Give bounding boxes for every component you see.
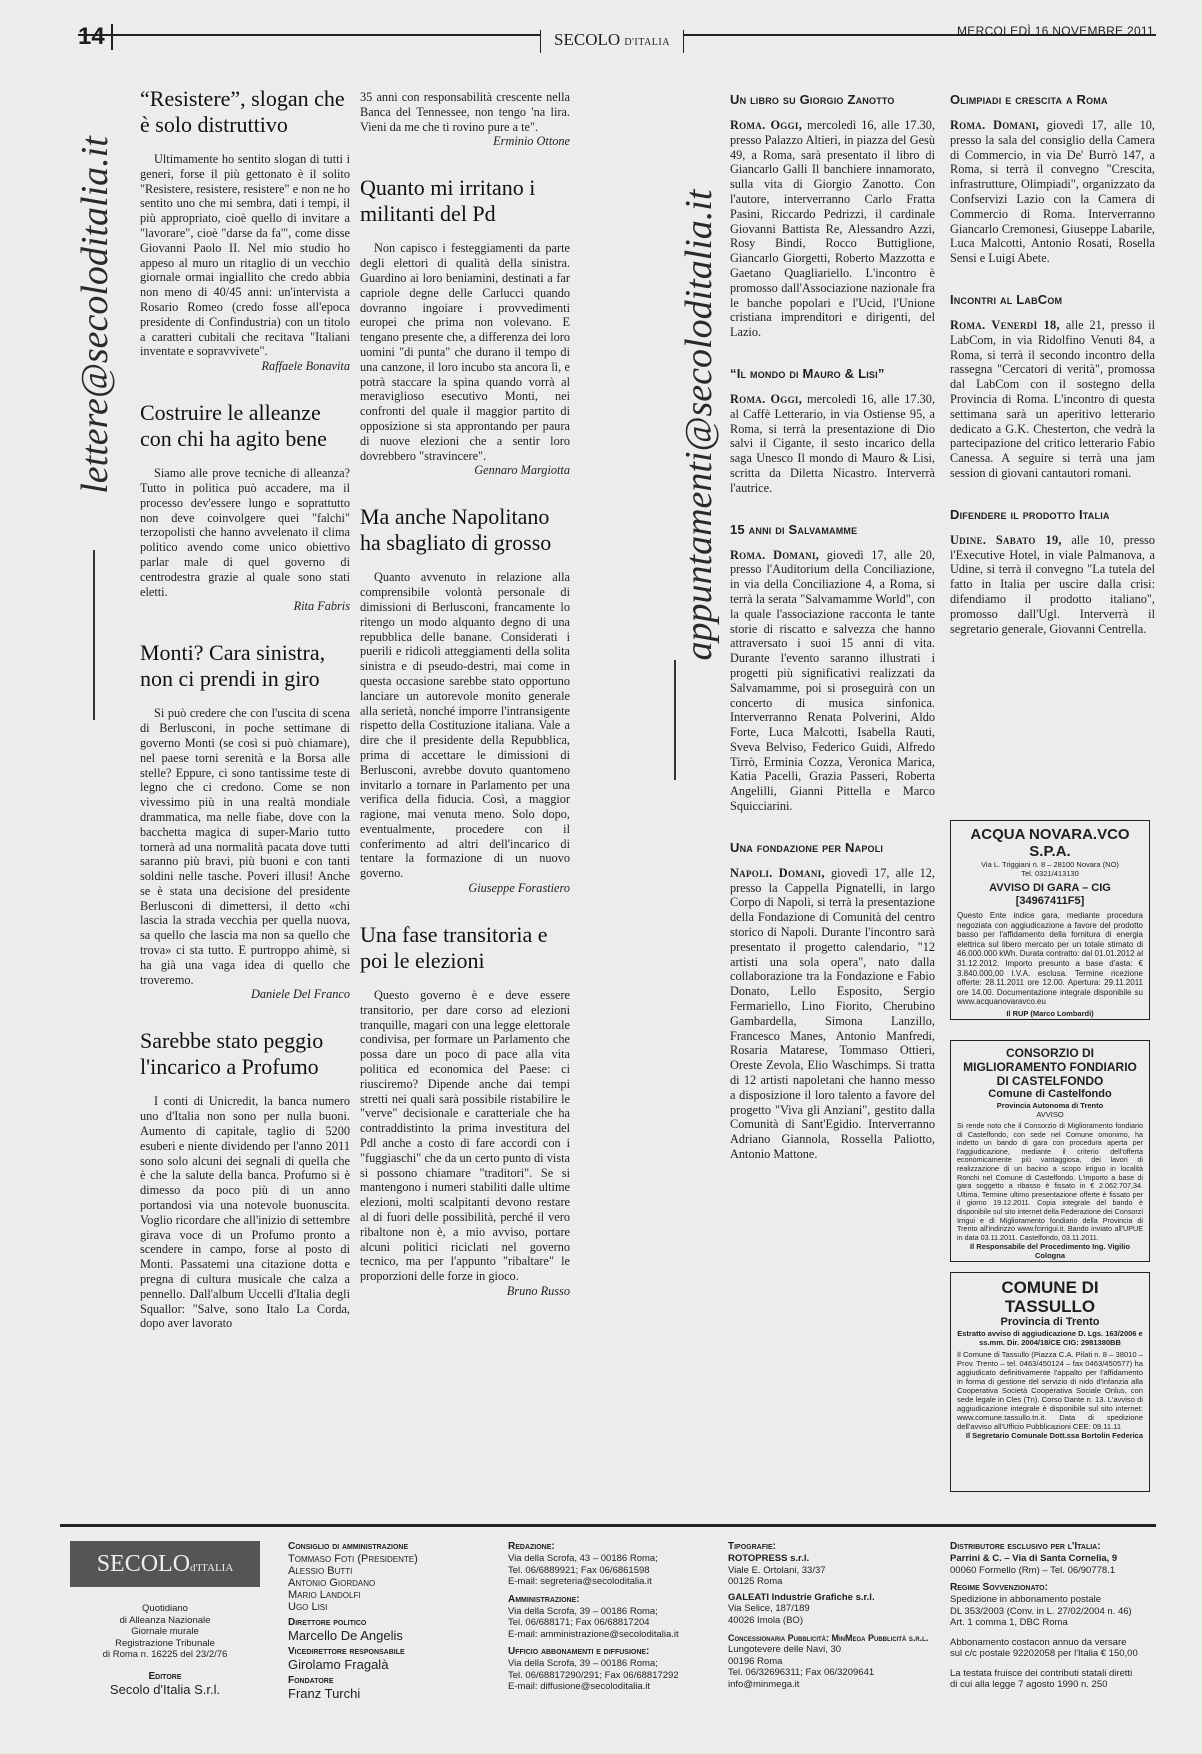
director: Marcello De Angelis	[288, 1628, 403, 1643]
board-member: Tommaso Foti (Presidente)	[288, 1553, 418, 1565]
regime-line: DL 353/2003 (Conv. in L. 27/02/2004 n. 46)	[950, 1605, 1132, 1617]
event-place: Roma.	[950, 118, 986, 132]
event-body: mercoledì 16, alle 17.30, al Caffè Letterario, in via Ostiense 95, a Roma, si terrà la presentazione di Dio salvi il Cigante, il sesto incarico della saga Unesco Il mondo di Mauro & Lisi, scritta da Diletta Nicastro. Interverrà l'autrice.	[730, 391, 936, 495]
letter-body: Ultimamente ho sentito slogan di tutti i generi, forse il più gettonato è il solito "Resistere, resistere, resistere" e non ne ho sentito uno che mi sembra, dati i tempi, il più appropriato, cioè quello di invitare a "lavorare", cioè "darse da fa'", come disse Giovanni Paolo II. Nel mio studio ho appeso al muro un ritaglio di un vecchio giornale ormai ingiallito che credo abbia non meno di 40/45 anni: un'intervista a Rosario Romeo (credo fosse all'epoca presidente di Confindustria) con un titolo a caratteri cubitali che recitava "Italiani inventate e sopravvivete".	[140, 152, 350, 359]
vicedirector: Girolamo Fragalà	[288, 1657, 389, 1672]
abbonamenti-line: E-mail: diffusione@secoloditalia.it	[508, 1681, 651, 1692]
tipografia-line: 00125 Roma	[728, 1576, 783, 1587]
event-item	[950, 507, 1155, 637]
publisher-label: Editore	[148, 1670, 182, 1682]
ad-tel: Tel. 0321/413130	[1021, 869, 1079, 878]
letters-column-left	[140, 86, 350, 1331]
regime-line: Art. 1 comma 1, DBC Roma	[950, 1617, 1068, 1628]
letter-body: Si può credere che con l'uscita di scena di Berlusconi, in poche settimane di governo Monti (se così si può chiamare), nel paese torni serenità e la Borsa alle stelle? Eppure, ci sono tantissime teste di legno che ci credono. Come se non vivessimo più in una realtà mondiale drammatica, ma nelle fiabe, dove con la bacchetta magica di super-Mario tutto tornerà ad una normalità pacata dove tutti saranno più bravi, più buoni e con tanti soldini nelle tasche. Poveri illusi! Anche se è stata una decisione del presidente Berlusconi di dimettersi, il detto «chi lascia la strada vecchia per quella nuova, sa quello che lascia ma non sa quello che trova» ci sta tutto. E purtroppo ahimè, si ha già una vaga idea di quello che troveremo.	[140, 706, 350, 987]
legal-ad-castelfondo	[950, 1040, 1150, 1262]
abbonamenti-label: Ufficio abbonamenti e diffusione:	[508, 1646, 650, 1657]
letters-email-vertical: lettere@secoloditalia.it	[74, 136, 116, 494]
letter-author: Raffaele Bonavita	[261, 359, 350, 374]
letter-article	[140, 640, 350, 1002]
event-item	[730, 840, 935, 1162]
tipografie-label: Tipografie:	[728, 1541, 776, 1552]
letter-author: Erminio Ottone	[493, 134, 570, 149]
event-when: Venerdì 18,	[991, 317, 1060, 332]
regime-label: Regime Sovvenzionato:	[950, 1582, 1048, 1593]
event-title: 15 anni di Salvamamme	[730, 521, 858, 537]
event-item	[730, 366, 935, 496]
amministrazione-line: Via della Scrofa, 39 – 00186 Roma;	[508, 1605, 658, 1617]
ad-subtitle: Provincia di Trento	[1000, 1316, 1100, 1328]
abbonamento-line: Abbonamento costacon annuo da versare	[950, 1636, 1127, 1648]
event-body: mercoledì 16, alle 17.30, presso Palazzo Altieri, in piazza del Gesù 49, a Roma, sarà presentato il libro di Giancarlo Galli Il banchiere innamorato, sulla vita di Giorgio Zanotto. Con l'autore, interverranno Carlo Fratta Pasini, Riccardo Pedrizzi, il cardinale Giovanni Battista Re, Alessandro Azzi, Rosy Bindi, Rocco Buttiglione, Giancarlo Giorgetti, Roberto Mazzotta e Gaetano Quagliariello. L'incontro è promosso dall'Associazione nazionale fra le banche popolari e l'Ucid, l'Unione cristiana imprenditori e dirigenti, del Lazio.	[730, 118, 936, 340]
distributore-line: Parrini & C. – Via di Santa Cornelia, 9	[950, 1553, 1118, 1564]
letter-article	[360, 175, 570, 478]
event-title: Una fondazione per Napoli	[730, 839, 884, 855]
abbonamenti-line: Via della Scrofa, 39 – 00186 Roma;	[508, 1658, 658, 1669]
event-text	[950, 318, 1155, 481]
event-title: Olimpiadi e crescita a Roma	[950, 92, 1108, 107]
distributore-label: Distributore esclusivo per l'Italia:	[950, 1541, 1101, 1552]
masthead	[540, 30, 684, 53]
event-item	[730, 522, 935, 814]
letter-author: Daniele Del Franco	[250, 987, 350, 1002]
tipografia-line: Viale E. Ortolani, 33/37	[728, 1564, 826, 1576]
tipografia-line: Via Selice, 187/189	[728, 1603, 810, 1614]
event-text	[730, 548, 935, 814]
event-title: Incontri al LabCom	[950, 291, 1063, 307]
letter-title: Una fase transitoria e poi le elezioni	[360, 922, 548, 974]
footer-logo-name: SECOLO	[96, 1551, 191, 1577]
registration-line: di Roma n. 16225 del 23/2/76	[102, 1649, 228, 1660]
director-label: Direttore politico	[288, 1617, 367, 1628]
event-text	[730, 866, 935, 1162]
event-when: Sabato 19,	[995, 532, 1062, 547]
event-when: Oggi,	[770, 118, 803, 132]
amministrazione-line: Tel. 06/688171; Fax 06/68817204	[508, 1617, 650, 1628]
distributore-line: 00060 Formello (Rm) – Tel. 06/90778.1	[950, 1564, 1116, 1576]
redazione-label: Redazione:	[508, 1541, 555, 1552]
event-when: Domani,	[993, 118, 1040, 132]
letter-body: Questo governo è e deve essere transitorio, per dare corso ad elezioni tranquille, magari con una legge elettorale condivisa, per formare un Parlamento che possa dare un poco di pace alla vita politica ed economica del Paese: ci riusciremo? Dipende anche dai tempi stretti nei quali sarà possibile ristabilire le "verve" decisionale e caratteriale che ha contraddistinto la prima investitura del Pdl anche a costo di fare accordi con i "fuggiaschi" che da un certo punto di vista si possono chiamare "traditori". Se si mantengono i numeri stabiliti dalle ultime elezioni, molti scalpitanti devono restare al di fuori delle possibilità, perché il vero ribaltone non è, a mio avviso, portare alcuni politici riciclati nel governo tecnico, ma per l'appunto "ribaltare" le proporzioni delle forze in gioco.	[360, 988, 570, 1284]
letters-vertical-rule	[93, 550, 95, 720]
event-body: giovedì 17, alle 12, presso la Cappella Pignatelli, in largo Corpo di Napoli, si terrà la presentazione della Fondazione di Comunità del centro storico di Napoli. Durante l'incontro sarà presentato il progetto calendario, "12 artisti una sola opera", nato dalla collaborazione tra la Fondazione e Fabio Donato, Lello Esposito, Sergio Fermariello, Lino Fiorito, Cherubino Gambardella, Simona Lanzillo, Francesco Manes, Antonio Manfredi, Rosaria Matarese, Tommaso Ottieri, Oreste Zevola, Elio Waschimps. Si tratta di 12 artisti napoletani che hanno messo a disposizione il loro talento a favore del progetto "Viva gli Anziani", gestito dalla Comunità di Sant'Egidio. Interverranno Adriano Giannola, Rossella Paliotto, Antonio Mattone.	[730, 865, 935, 1162]
footer-contacts	[508, 1541, 708, 1693]
footer-registration	[70, 1603, 260, 1697]
redazione-line: Via della Scrofa, 43 – 00186 Roma;	[508, 1553, 658, 1564]
publisher: Secolo d'Italia S.r.l.	[109, 1681, 221, 1697]
ad-subtitle: AVVISO DI GARA – CIG [34967411F5]	[989, 882, 1111, 907]
event-title: “Il mondo di Mauro & Lisi”	[730, 365, 885, 381]
redazione-line: E-mail: segreteria@secoloditalia.it	[508, 1576, 652, 1587]
ad-sign: Il Responsabile del Procedimento Ing. Vigilio Cologna	[970, 1242, 1130, 1261]
letter-body: I conti di Unicredit, la banca numero uno d'Italia non sono per nulla buoni. Aumento di capitale, taglio di 5200 esuberi e niente dividendo per l'anno 2011 sono solo alcuni dei segnali di quella che è che la salute della banca. Profumo si è dimesso da poco più di un anno portandosi via una notevole buonuscita. Voglio ricordare che all'inizio di settembre girava voce di un Profumo pronto a scendere in campo, forse al posto di Monti. Passatemi una citazione dotta e pregna di cultura musicale che calza a pennello. Dall'album Uccelli d'Italia degli Squallor: "Salve, sono Italo La Corda, dopo aver lavorato	[140, 1094, 350, 1331]
ad-title: CONSORZIO DI MIGLIORAMENTO FONDIARIO DI CASTELFONDO	[963, 1046, 1137, 1088]
footer-printing	[728, 1541, 938, 1690]
appointments-email-vertical: appuntamenti@secoloditalia.it	[678, 189, 720, 661]
ad-title: COMUNE DI TASSULLO	[1001, 1278, 1099, 1316]
letter-title: Ma anche Napolitano ha sbagliato di grosso	[360, 504, 552, 556]
ad-body: Il Comune di Tassullo (Piazza C.A. Pilati n. 8 – 38010 – Prov. Trento – tel. 0463/450124 – fax 0463/450577) ha aggiudicato definitivamente l'appalto per l'affidamento in forma di gestione del servizio di nido d'infanzia alla Cooperativa Società Cooperativa Sociale Onlus, con sede legale in Cles (Tn). Corso Dante n. 13. L'avviso di aggiudicazione integrale è disponibile sul sito internet: www.comune.tassullo.tn.it. Data di spedizione dell'avviso all'Ufficio Pubblicazioni CEE: 09.11.11	[957, 1350, 1143, 1431]
ad-subtitle2: Provincia Autonoma di Trento	[996, 1101, 1104, 1110]
issue-date: MERCOLEDÌ 16 NOVEMBRE 2011	[957, 24, 1154, 38]
masthead-small: D'ITALIA	[624, 37, 670, 48]
event-when: Domani,	[778, 865, 825, 880]
board-member: Ugo Lisi	[288, 1601, 328, 1613]
event-body: alle 10, presso l'Executive Hotel, in viale Palmanova, a Udine, si terrà il convegno "La tutela del fatto in Italia per uscire dalla crisi: difendiamo il prodotto italiano", promosso dall'Ugl. Interverrà il segretario generale, Giovanni Centrella.	[950, 532, 1155, 636]
event-place: Roma.	[730, 391, 766, 406]
letter-article	[360, 90, 570, 149]
founder-label: Fondatore	[288, 1675, 334, 1686]
amministrazione-label: Amministrazione:	[508, 1593, 580, 1605]
legal-ad-acqua-novara	[950, 820, 1150, 1020]
event-title: Un libro su Giorgio Zanotto	[730, 92, 895, 107]
board-label: Consiglio di amministrazione	[288, 1541, 409, 1552]
event-place: Napoli.	[730, 865, 773, 880]
concessionaria-line: Lungotevere delle Navi, 30	[728, 1644, 842, 1655]
letters-column-right	[360, 90, 570, 1325]
abbonamento-line: sul c/c postale 92202058 per l'Italia € 150,00	[950, 1648, 1138, 1659]
contributi-line: La testata fruisce dei contributi statali diretti	[950, 1667, 1133, 1679]
ad-subtitle: Comune di Castelfondo	[988, 1088, 1112, 1100]
letter-article	[140, 400, 350, 614]
board-member: Alessio Butti	[288, 1565, 353, 1577]
appointments-vertical-rule	[674, 660, 676, 780]
event-body: giovedì 17, alle 20, presso l'Auditorium della Conciliazione, in via della Conciliazione 4, a Roma, si terrà la serata "Salvamamme World", con la quale l'associazione racconta le tante storie di riscatto e salvezza che hanno attraversato i suoi 15 anni di vita. Durante l'evento saranno illustrati i progetti più significativi realizzati da Salvamamme, poi si proseguirà con un concerto di musica sinfonica. Interverranno Renata Polverini, Aldo Forte, Luca Malcotti, Isabella Rauti, Sveva Belviso, Federico Guidi, Alfredo Tirrò, Erminia Cozza, Veronica Marica, Katia Pacelli, Grazia Passeri, Roberta Angelilli, Gianni Pittella e Marco Squicciarini.	[730, 547, 935, 814]
letter-body: Quanto avvenuto in relazione alla comprensibile volontà personale di dimissioni di Berlusconi, francamente lo ritengo un modo alquanto degno di una repubblica delle banane. Considerati i puerili e ridicoli atteggiamenti della solita sinistra e di pseudo-destri, mai come in questa occasione sarebbe stato opportuno lanciare un autorevole monito generale alla serietà, nonché imporre l'intransigente rispetto della Costituzione italiana. Vale a dire che il presidente della Repubblica, prima di accettare le dimissioni di Berlusconi, avrebbe dovuto quantomeno invitarlo a tornare in Parlamento per una verifica della fiducia. Così, a maggior ragione, mai venuta meno. Solo dopo, eventualmente, procedere con il conferimento ad altri dell'incarico di tentare la formazione di un nuovo governo.	[360, 570, 570, 881]
ad-title: ACQUA NOVARA.VCO S.P.A.	[970, 826, 1130, 860]
page-number: 14	[78, 24, 113, 50]
board-member: Mario Landolfi	[288, 1589, 361, 1601]
legal-ad-tassullo	[950, 1272, 1150, 1492]
event-when: Domani,	[773, 547, 820, 562]
event-item	[730, 92, 935, 340]
ad-subtitle2: Estratto avviso di aggiudicazione D. Lgs. 163/2006 e ss.mm. Dir. 2004/18/CE CIG: 2981380BB	[957, 1329, 1143, 1347]
concessionaria-label: Concessionaria Pubblicità: MinMega Pubblicità s.r.l.	[728, 1633, 929, 1643]
event-text	[950, 533, 1155, 637]
abbonamenti-line: Tel. 06/68817290/291; Fax 06/68817292	[508, 1669, 679, 1681]
letter-body: 35 anni con responsabilità crescente nella Banca del Tennessee, non tengo 'na lira. Vieni da me che ti rovino pure a te".	[360, 90, 570, 134]
letter-article	[360, 922, 570, 1299]
amministrazione-line: E-mail: amministrazione@secoloditalia.it	[508, 1628, 679, 1640]
colophon	[60, 1524, 1156, 1714]
letter-title: Costruire le alleanze con chi ha agito bene	[140, 400, 327, 452]
letter-title: Sarebbe stato peggio l'incarico a Profumo	[140, 1028, 324, 1080]
ad-address: Via L. Triggiani n. 8 – 28100 Novara (NO)	[981, 860, 1119, 869]
ad-body: Si rende noto che il Consorzio di Miglioramento fondiario di Castelfondo, con sede nel Comune omonimo, ha indetto un bando di gara con procedura aperta per l'aggiudicazione, mediante il criterio dell'offerta economicamente più vantaggiosa, dei lavori di realizzazione di un bacino a scopo irriguo in località Ronchi nel Comune di Castelfondo. L'importo a base di gara soggetto a ribasso è fissato in € 2.062.707,34. Ultima. Termine ultimo presentazione offerte è fissato per il giorno 19.12.2011. Copia integrale del bando è disponibile sul sito internet della Federazione dei Consorzi Irrigui e di Miglioramento fondiario della Provincia di Trento all'indirizzo www.fcirrigui.it. Bando inviato all'UPUE in data 03.11.2011. Castelfondo, 03.11.2011.	[957, 1121, 1143, 1242]
letter-body: Siamo alle prove tecniche di alleanza? Tutto in politica può accadere, ma il processo dev'essere lungo e soprattutto non deve coinvolgere quei "falchi" terzopolisti che hanno avvelenato il clima politico avendo come unico obiettivo parlar male di quel governo di centrodestra grazie al quale sono stati eletti.	[140, 466, 350, 599]
letter-author: Rita Fabris	[293, 599, 350, 614]
redazione-line: Tel. 06/6889921; Fax 06/6861598	[508, 1564, 650, 1576]
registration-line: Giornale murale	[131, 1626, 199, 1637]
concessionaria-line: Tel. 06/32696311; Fax 06/3209641	[728, 1667, 875, 1678]
event-title: Difendere il prodotto Italia	[950, 506, 1110, 522]
letter-author: Gennaro Margiotta	[474, 463, 570, 478]
event-body: giovedì 17, alle 10, presso la sala del consiglio della Camera di Commercio, in via De' Burrò 147, a Roma, si terrà il convegno "Crescita, infrastrutture, Olimpiadi", organizzato da Confservizi Lazio con la Camera di Commercio di Roma. Interverranno Giancarlo Cremonesi, Giuseppe Labarile, Luca Malcotti, Antonio Rosati, Rosella Sensi e Luigi Abete.	[950, 118, 1155, 266]
footer-distribution	[950, 1541, 1160, 1691]
letter-article	[360, 504, 570, 896]
tipografia-line: 40026 Imola (BO)	[728, 1614, 803, 1626]
events-column-right	[950, 92, 1155, 662]
letter-article	[140, 86, 350, 374]
registration-line: Quotidiano	[142, 1603, 188, 1614]
event-item	[950, 292, 1155, 481]
letter-author: Giuseppe Forastiero	[468, 881, 570, 896]
letter-author: Bruno Russo	[506, 1284, 570, 1299]
event-item	[950, 92, 1155, 266]
ad-sign: Il RUP (Marco Lombardi)	[1006, 1008, 1094, 1018]
tipografia-name: ROTOPRESS s.r.l.	[728, 1553, 810, 1564]
event-text	[730, 392, 935, 496]
event-text	[730, 118, 935, 340]
concessionaria-line: info@minmega.it	[728, 1678, 800, 1690]
letter-title: Quanto mi irritano i militanti del Pd	[360, 175, 536, 227]
board-member: Antonio Giordano	[288, 1577, 376, 1589]
letter-title: “Resistere”, slogan che è solo distruttivo	[140, 86, 345, 137]
footer-logo-small: d'ITALIA	[190, 1562, 234, 1574]
ad-sign: Il Segretario Comunale Dott.ssa Bortolin Federica	[965, 1431, 1143, 1440]
event-body: alle 21, presso il LabCom, in via Ridolfino Venuti 84, a Roma, si terrà il secondo incontro della rassegna "Cercatori di verità", promossa dal LabCom con il sostegno della Provincia di Roma. L'incontro di questa settimana sarà un aperitivo letterario dedicato a G.K. Chesterton, che vedrà la partecipazione del critico letterario Fabio Canessa. A seguire si terrà una jam session di giovani cantautori romani.	[950, 317, 1155, 480]
event-place: Roma.	[730, 547, 766, 562]
footer-board	[288, 1541, 488, 1701]
event-place: Roma.	[950, 317, 986, 332]
registration-line: Registrazione Tribunale	[115, 1637, 215, 1649]
letter-title: Monti? Cara sinistra, non ci prendi in giro	[140, 640, 326, 692]
registration-line: di Alleanza Nazionale	[119, 1614, 211, 1626]
tipografia-name: GALEATI Industrie Grafiche s.r.l.	[728, 1591, 875, 1603]
event-place: Roma.	[730, 118, 766, 132]
event-when: Oggi,	[770, 391, 803, 406]
contributi-line: di cui alla legge 7 agosto 1990 n. 250	[950, 1679, 1108, 1690]
founder: Franz Turchi	[288, 1686, 361, 1701]
masthead-name: SECOLO	[554, 30, 621, 49]
concessionaria-line: 00196 Roma	[728, 1655, 783, 1667]
ad-small: AVVISO	[1036, 1110, 1064, 1119]
ad-body: Questo Ente indice gara, mediante procedura negoziata con aggiudicazione a favore del prodotto basso per l'affidamento della fornitura di energia elettrica sul libero mercato per un totale stimato di 46.000.000 kWh. Durata contratto: dal 01.01.2012 al 31.12.2012. Importo presunto a base d'asta: € 3.840.000,00 I.V.A. esclusa. Termine ricezione offerte: 28.11.2011 ore 12.00. Apertura: 29.11.2011 ore 14.00. Documentazione integrale disponibile su www.acquanovaravco.eu	[957, 911, 1143, 1007]
event-place: Udine.	[950, 532, 987, 547]
events-column-left	[730, 92, 935, 1188]
letter-article	[140, 1028, 350, 1331]
letter-body: Non capisco i festeggiamenti da parte degli elettori di qualità della sinistra. Guardino ai loro beniamini, destinati a far capriole degne delle Carlucci quando dovranno ingoiare i provvedimenti europei che prima non volevano. E tengano presente che, a differenza dei loro uomini "di punta" che durano il tempo di una canzone, il loro incubo sta ancora lì, e potrà staccare la spina quando vorrà al meraviglioso esecutivo Monti, nei confronti del quale il maggior partito di opposizione si sta approntando per paura di nuove elezioni che a sentir loro dovrebbero "stravincere".	[360, 241, 570, 463]
footer-logo	[70, 1541, 260, 1587]
vicedirector-label: Vicedirettore responsabile	[288, 1646, 405, 1657]
event-text	[950, 118, 1155, 266]
regime-line: Spedizione in abbonamento postale	[950, 1594, 1102, 1605]
